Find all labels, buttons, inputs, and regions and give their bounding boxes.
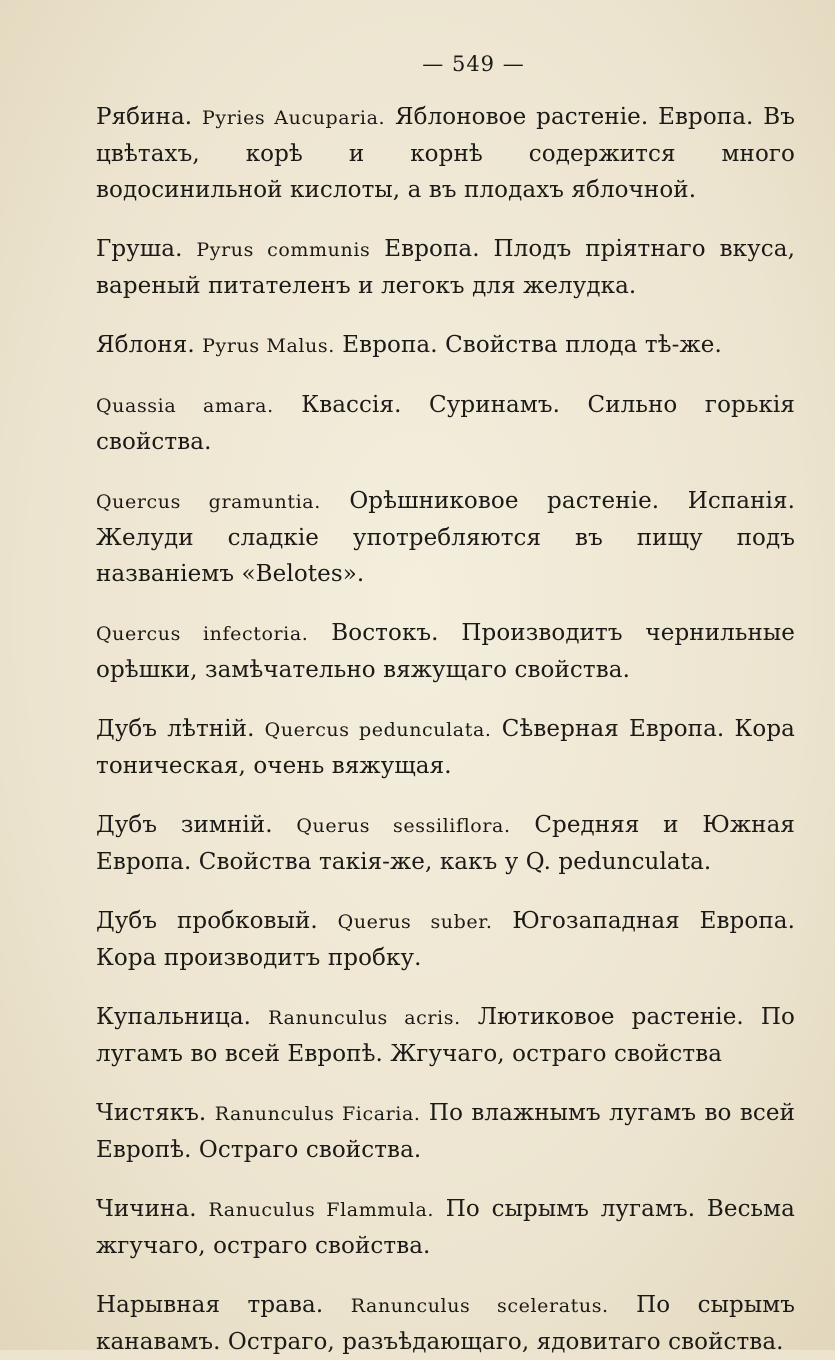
entry-name: Дубъ лѣтній. bbox=[96, 716, 255, 742]
entry-description: По влажнымъ лугамъ во всей Европѣ. Остраго свойства. bbox=[96, 1100, 795, 1163]
entry-paragraph bbox=[96, 903, 795, 976]
entry-description: По сырымъ канавамъ. Остраго, разъѣдающаго, ядовитаго свойства. bbox=[96, 1292, 795, 1355]
entry-description: Европа. Свойства плода тѣ-же. bbox=[342, 332, 722, 358]
entry-name: Груша. bbox=[96, 236, 183, 262]
entry-description: Европа. Плодъ пріятнаго вкуса, вареный питателенъ и легокъ для желудка. bbox=[96, 236, 795, 299]
entry-latin-name: Ranuculus Flammula. bbox=[208, 1199, 435, 1221]
entry-name: Яблоня. bbox=[96, 332, 195, 358]
entry-name: Дубъ зимній. bbox=[96, 812, 273, 838]
entry-name: Купальница. bbox=[96, 1004, 252, 1030]
entry-description: Югозападная Европа. Кора производитъ пробку. bbox=[96, 908, 795, 971]
entry-paragraph bbox=[96, 1191, 795, 1264]
entry-latin-name: Quassia amara. bbox=[96, 395, 274, 417]
entry-paragraph bbox=[96, 387, 795, 460]
entry-description: По сырымъ лугамъ. Весьма жгучаго, остраго свойства. bbox=[96, 1196, 795, 1259]
entry-paragraph bbox=[96, 1095, 795, 1168]
entry-latin-name: Quercus infectoria. bbox=[96, 623, 309, 645]
entry-latin-name: Pyries Aucuparia. bbox=[202, 107, 386, 129]
entry-name: Чичина. bbox=[96, 1196, 197, 1222]
entry-latin-name: Pyrus communis bbox=[196, 239, 371, 261]
entry-paragraph bbox=[96, 1287, 795, 1360]
entry-latin-name: Quercus pedunculata. bbox=[264, 719, 492, 741]
entry-latin-name: Querus suber. bbox=[337, 911, 493, 933]
entry-name: Рябина. bbox=[96, 104, 193, 130]
entry-description: Лютиковое растеніе. По лугамъ во всей Европѣ. Жгучаго, остраго свойства bbox=[96, 1004, 795, 1067]
entry-paragraph bbox=[96, 327, 795, 364]
entry-description: Сѣверная Европа. Кора тоническая, очень вяжущая. bbox=[96, 716, 795, 779]
entry-name: Дубъ пробковый. bbox=[96, 908, 318, 934]
entry-description: Востокъ. Производитъ чернильные орѣшки, замѣчательно вяжущаго свойства. bbox=[96, 620, 795, 683]
entry-paragraph bbox=[96, 483, 795, 592]
entry-paragraph bbox=[96, 99, 795, 208]
entry-description: Яблоновое растеніе. Европа. Въ цвѣтахъ, корѣ и корнѣ содержится много водосинильной кислоты, а въ плодахъ яблочной. bbox=[96, 104, 795, 203]
entries-list bbox=[96, 99, 795, 1360]
entry-latin-name: Ranunculus Ficaria. bbox=[214, 1103, 421, 1125]
entry-description: Средняя и Южная Европа. Свойства такія-же, какъ у Q. pedunculata. bbox=[96, 812, 795, 875]
entry-paragraph bbox=[96, 807, 795, 880]
page-number: — 549 — bbox=[422, 52, 525, 76]
entry-latin-name: Quercus gramuntia. bbox=[96, 491, 321, 513]
entry-name: Чистякъ. bbox=[96, 1100, 207, 1126]
entry-paragraph bbox=[96, 231, 795, 304]
entry-latin-name: Ranunculus acris. bbox=[268, 1007, 461, 1029]
entry-latin-name: Pyrus Malus. bbox=[202, 335, 335, 357]
entry-description: Орѣшниковое растеніе. Испанія. Желуди сладкіе употребляются въ пищу подъ названіемъ «Belotes». bbox=[96, 488, 795, 587]
entry-paragraph bbox=[96, 999, 795, 1072]
entry-latin-name: Ranunculus sceleratus. bbox=[350, 1295, 609, 1317]
entry-paragraph bbox=[96, 711, 795, 784]
entry-latin-name: Querus sessiliflora. bbox=[296, 815, 511, 837]
entry-description: Квассія. Суринамъ. Сильно горькія свойства. bbox=[96, 392, 795, 455]
entry-paragraph bbox=[96, 615, 795, 688]
entry-name: Нарывная трава. bbox=[96, 1292, 324, 1318]
